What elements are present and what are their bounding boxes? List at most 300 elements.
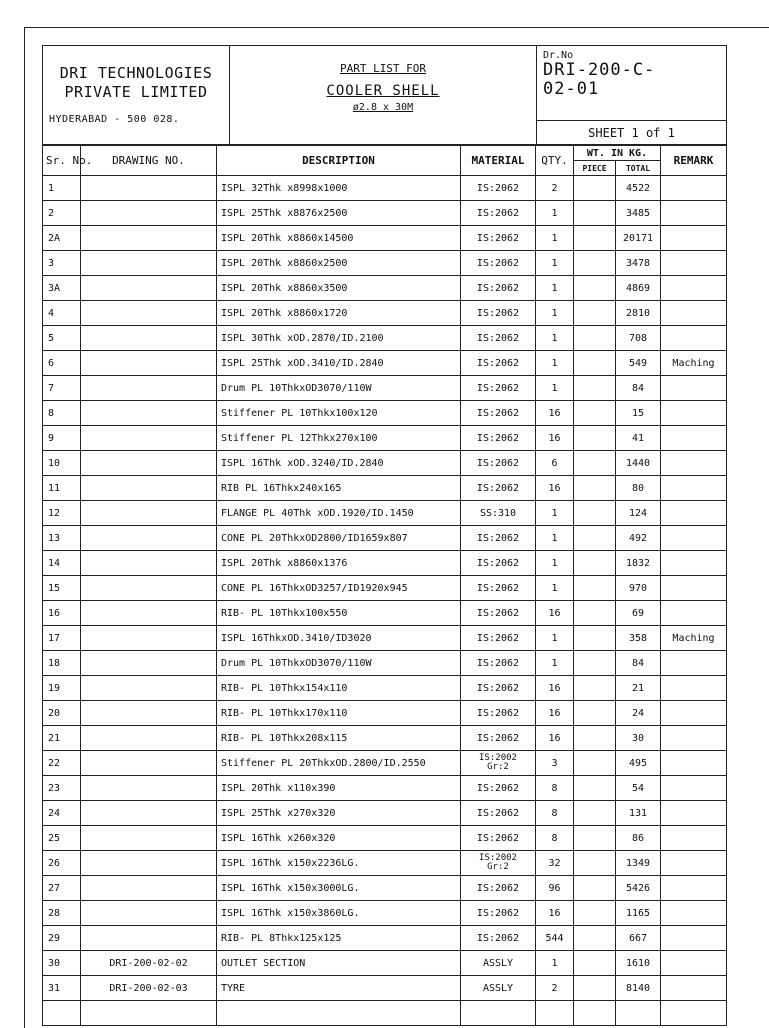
row-description: TYRE — [217, 976, 461, 1001]
row-piece-weight — [574, 851, 616, 876]
row-material: IS:2062 — [461, 401, 536, 426]
row-sr-no: 13 — [43, 526, 81, 551]
row-remark — [661, 701, 727, 726]
row-qty: 1 — [536, 301, 574, 326]
row-sr-no: 29 — [43, 926, 81, 951]
row-piece-weight — [574, 276, 616, 301]
table-row — [43, 651, 727, 676]
row-material: IS:2062 — [461, 726, 536, 751]
table-row — [43, 551, 727, 576]
row-remark — [661, 801, 727, 826]
row-material: ASSLY — [461, 976, 536, 1001]
row-drawing-no — [81, 551, 217, 576]
row-total-weight: 124 — [616, 501, 661, 526]
row-remark — [661, 651, 727, 676]
row-drawing-no — [81, 701, 217, 726]
row-total-weight: 2810 — [616, 301, 661, 326]
row-material — [461, 751, 536, 776]
row-total-weight: 667 — [616, 926, 661, 951]
row-qty: 2 — [536, 976, 574, 1001]
row-sr-no: 7 — [43, 376, 81, 401]
row-drawing-no — [81, 676, 217, 701]
row-sr-no: 27 — [43, 876, 81, 901]
row-piece-weight — [574, 826, 616, 851]
table-row — [43, 751, 727, 776]
row-drawing-no — [81, 326, 217, 351]
table-row — [43, 926, 727, 951]
table-row — [43, 451, 727, 476]
row-drawing-no: DRI-200-02-02 — [81, 951, 217, 976]
table-row-empty — [43, 1001, 727, 1026]
row-sr-no: 28 — [43, 901, 81, 926]
row-material: IS:2062 — [461, 451, 536, 476]
row-material-line2: Gr:2 — [487, 762, 509, 772]
row-description: Stiffener PL 12Thkx270x100 — [217, 426, 461, 451]
row-piece-weight — [574, 251, 616, 276]
table-row — [43, 226, 727, 251]
empty-cell — [217, 1001, 461, 1026]
row-remark — [661, 551, 727, 576]
table-row — [43, 326, 727, 351]
table-row — [43, 501, 727, 526]
row-total-weight: 84 — [616, 651, 661, 676]
row-description: RIB- PL 8Thkx125x125 — [217, 926, 461, 951]
row-remark — [661, 451, 727, 476]
table-row — [43, 826, 727, 851]
row-material: IS:2062 — [461, 576, 536, 601]
row-drawing-no — [81, 426, 217, 451]
row-remark — [661, 501, 727, 526]
row-total-weight: 69 — [616, 601, 661, 626]
row-description: ISPL 20Thk x110x390 — [217, 776, 461, 801]
row-description: Drum PL 10ThkxOD3070/110W — [217, 651, 461, 676]
row-qty: 16 — [536, 476, 574, 501]
row-remark — [661, 926, 727, 951]
row-qty: 32 — [536, 851, 574, 876]
row-drawing-no — [81, 926, 217, 951]
table-row — [43, 401, 727, 426]
row-piece-weight — [574, 926, 616, 951]
row-remark — [661, 776, 727, 801]
row-remark — [661, 376, 727, 401]
table-row — [43, 251, 727, 276]
row-remark — [661, 326, 727, 351]
row-sr-no: 25 — [43, 826, 81, 851]
row-piece-weight — [574, 676, 616, 701]
row-total-weight: 495 — [616, 751, 661, 776]
row-total-weight: 1349 — [616, 851, 661, 876]
table-row — [43, 601, 727, 626]
row-sr-no: 8 — [43, 401, 81, 426]
row-total-weight: 358 — [616, 626, 661, 651]
row-qty: 8 — [536, 801, 574, 826]
row-description: OUTLET SECTION — [217, 951, 461, 976]
row-material: IS:2062 — [461, 351, 536, 376]
row-drawing-no — [81, 476, 217, 501]
row-qty: 6 — [536, 451, 574, 476]
row-qty: 1 — [536, 576, 574, 601]
row-remark: Maching — [661, 351, 727, 376]
row-qty: 1 — [536, 276, 574, 301]
row-description: ISPL 25Thk x270x320 — [217, 801, 461, 826]
row-remark — [661, 876, 727, 901]
row-piece-weight — [574, 726, 616, 751]
row-material: IS:2062 — [461, 201, 536, 226]
row-qty: 1 — [536, 226, 574, 251]
row-piece-weight — [574, 376, 616, 401]
row-total-weight: 131 — [616, 801, 661, 826]
row-drawing-no — [81, 726, 217, 751]
row-material: IS:2062 — [461, 376, 536, 401]
row-drawing-no — [81, 826, 217, 851]
row-qty: 1 — [536, 201, 574, 226]
row-material-line2: Gr:2 — [487, 862, 509, 872]
row-remark — [661, 576, 727, 601]
row-total-weight: 3478 — [616, 251, 661, 276]
col-header-sr-no: Sr. No. — [43, 146, 81, 176]
row-drawing-no — [81, 576, 217, 601]
table-row — [43, 951, 727, 976]
table-row — [43, 176, 727, 201]
row-qty: 8 — [536, 776, 574, 801]
row-description: ISPL 20Thk x8860x14500 — [217, 226, 461, 251]
row-material: IS:2062 — [461, 426, 536, 451]
drawing-number-line2: 02-01 — [543, 79, 600, 99]
row-total-weight: 24 — [616, 701, 661, 726]
row-sr-no: 15 — [43, 576, 81, 601]
col-header-total: TOTAL — [616, 161, 661, 176]
row-piece-weight — [574, 351, 616, 376]
row-remark — [661, 176, 727, 201]
row-total-weight: 86 — [616, 826, 661, 851]
row-description: ISPL 20Thk x8860x1720 — [217, 301, 461, 326]
parts-table — [42, 145, 727, 1026]
row-piece-weight — [574, 751, 616, 776]
row-material: IS:2062 — [461, 626, 536, 651]
row-remark — [661, 301, 727, 326]
row-sr-no: 2A — [43, 226, 81, 251]
row-piece-weight — [574, 526, 616, 551]
row-material: IS:2062 — [461, 326, 536, 351]
row-remark — [661, 526, 727, 551]
col-header-qty: QTY. — [536, 146, 574, 176]
row-description: Drum PL 10ThkxOD3070/110W — [217, 376, 461, 401]
row-remark: Maching — [661, 626, 727, 651]
row-remark — [661, 851, 727, 876]
row-qty: 1 — [536, 651, 574, 676]
row-qty: 16 — [536, 901, 574, 926]
row-piece-weight — [574, 326, 616, 351]
row-total-weight: 549 — [616, 351, 661, 376]
row-material: IS:2062 — [461, 601, 536, 626]
row-piece-weight — [574, 651, 616, 676]
row-sr-no: 19 — [43, 676, 81, 701]
table-row — [43, 676, 727, 701]
row-qty: 1 — [536, 351, 574, 376]
row-sr-no: 3A — [43, 276, 81, 301]
row-sr-no: 20 — [43, 701, 81, 726]
row-material: IS:2062 — [461, 701, 536, 726]
row-material: IS:2062 — [461, 776, 536, 801]
row-description: ISPL 20Thk x8860x3500 — [217, 276, 461, 301]
row-sr-no: 12 — [43, 501, 81, 526]
row-sr-no: 30 — [43, 951, 81, 976]
table-row — [43, 526, 727, 551]
col-header-description: DESCRIPTION — [217, 146, 461, 176]
company-block — [43, 46, 230, 145]
row-sr-no: 6 — [43, 351, 81, 376]
row-material: IS:2062 — [461, 526, 536, 551]
row-material: IS:2062 — [461, 551, 536, 576]
row-drawing-no — [81, 751, 217, 776]
company-city: HYDERABAD - 500 028. — [49, 114, 180, 125]
row-qty: 16 — [536, 426, 574, 451]
row-piece-weight — [574, 176, 616, 201]
row-description: Stiffener PL 10Thkx100x120 — [217, 401, 461, 426]
empty-cell — [461, 1001, 536, 1026]
row-piece-weight — [574, 501, 616, 526]
row-material: IS:2062 — [461, 176, 536, 201]
row-remark — [661, 226, 727, 251]
row-sr-no: 1 — [43, 176, 81, 201]
row-description: RIB- PL 10Thkx100x550 — [217, 601, 461, 626]
row-total-weight: 8140 — [616, 976, 661, 1001]
table-row — [43, 351, 727, 376]
drawing-number-cell — [537, 46, 727, 121]
row-description: ISPL 16Thk xOD.3240/ID.2840 — [217, 451, 461, 476]
row-description: ISPL 30Thk xOD.2870/ID.2100 — [217, 326, 461, 351]
row-drawing-no — [81, 251, 217, 276]
row-piece-weight — [574, 976, 616, 1001]
row-material-line1: IS:2002 — [479, 853, 517, 863]
row-qty: 544 — [536, 926, 574, 951]
row-drawing-no — [81, 376, 217, 401]
row-piece-weight — [574, 801, 616, 826]
row-piece-weight — [574, 901, 616, 926]
empty-cell — [574, 1001, 616, 1026]
row-description: RIB- PL 10Thkx208x115 — [217, 726, 461, 751]
table-row — [43, 476, 727, 501]
row-piece-weight — [574, 601, 616, 626]
row-drawing-no — [81, 351, 217, 376]
row-description: ISPL 20Thk x8860x1376 — [217, 551, 461, 576]
row-qty: 16 — [536, 601, 574, 626]
row-sr-no: 31 — [43, 976, 81, 1001]
row-piece-weight — [574, 576, 616, 601]
item-size: ø2.8 x 30M — [352, 102, 414, 113]
table-row — [43, 276, 727, 301]
row-remark — [661, 976, 727, 1001]
row-piece-weight — [574, 451, 616, 476]
row-piece-weight — [574, 226, 616, 251]
empty-cell — [81, 1001, 217, 1026]
row-qty: 16 — [536, 676, 574, 701]
part-list-for: PART LIST FOR — [339, 62, 427, 75]
table-row — [43, 576, 727, 601]
row-drawing-no — [81, 776, 217, 801]
row-remark — [661, 401, 727, 426]
row-qty: 1 — [536, 251, 574, 276]
row-drawing-no — [81, 501, 217, 526]
empty-cell — [536, 1001, 574, 1026]
row-piece-weight — [574, 551, 616, 576]
row-total-weight: 15 — [616, 401, 661, 426]
row-drawing-no — [81, 626, 217, 651]
empty-cell — [616, 1001, 661, 1026]
row-remark — [661, 751, 727, 776]
table-row — [43, 901, 727, 926]
row-total-weight: 84 — [616, 376, 661, 401]
row-drawing-no — [81, 201, 217, 226]
row-sr-no: 18 — [43, 651, 81, 676]
row-description: RIB PL 16Thkx240x165 — [217, 476, 461, 501]
row-qty: 1 — [536, 326, 574, 351]
row-total-weight: 970 — [616, 576, 661, 601]
row-description: Stiffener PL 20ThkxOD.2800/ID.2550 — [217, 751, 461, 776]
table-row — [43, 426, 727, 451]
table-row — [43, 876, 727, 901]
row-qty: 1 — [536, 626, 574, 651]
row-total-weight: 1832 — [616, 551, 661, 576]
row-material: SS:310 — [461, 501, 536, 526]
empty-cell — [43, 1001, 81, 1026]
row-drawing-no — [81, 526, 217, 551]
row-description: ISPL 16Thk x150x3860LG. — [217, 901, 461, 926]
row-sr-no: 26 — [43, 851, 81, 876]
row-drawing-no — [81, 401, 217, 426]
row-material: IS:2062 — [461, 476, 536, 501]
row-description: ISPL 20Thk x8860x2500 — [217, 251, 461, 276]
row-qty: 3 — [536, 751, 574, 776]
row-sr-no: 11 — [43, 476, 81, 501]
row-material: IS:2062 — [461, 876, 536, 901]
row-material: IS:2062 — [461, 276, 536, 301]
row-total-weight: 30 — [616, 726, 661, 751]
row-qty: 96 — [536, 876, 574, 901]
row-total-weight: 41 — [616, 426, 661, 451]
row-total-weight: 5426 — [616, 876, 661, 901]
row-description: ISPL 16Thk x150x3000LG. — [217, 876, 461, 901]
row-remark — [661, 201, 727, 226]
row-piece-weight — [574, 776, 616, 801]
row-drawing-no — [81, 226, 217, 251]
row-material: IS:2062 — [461, 676, 536, 701]
col-header-piece: PIECE — [574, 161, 616, 176]
row-sr-no: 9 — [43, 426, 81, 451]
row-sr-no: 4 — [43, 301, 81, 326]
row-drawing-no — [81, 451, 217, 476]
row-total-weight: 4869 — [616, 276, 661, 301]
table-row — [43, 701, 727, 726]
row-description: ISPL 32Thk x8998x1000 — [217, 176, 461, 201]
row-sr-no: 14 — [43, 551, 81, 576]
row-total-weight: 1610 — [616, 951, 661, 976]
col-header-drawing-no: DRAWING NO. — [81, 146, 217, 176]
row-sr-no: 21 — [43, 726, 81, 751]
drawing-number-label: Dr.No — [543, 50, 574, 61]
company-name-line1: DRI TECHNOLOGIES — [59, 64, 213, 82]
row-drawing-no — [81, 276, 217, 301]
row-description: CONE PL 20ThkxOD2800/ID1659x807 — [217, 526, 461, 551]
row-piece-weight — [574, 401, 616, 426]
row-description: ISPL 25Thk xOD.3410/ID.2840 — [217, 351, 461, 376]
row-qty: 16 — [536, 701, 574, 726]
part-list-title — [230, 46, 537, 145]
row-sr-no: 17 — [43, 626, 81, 651]
table-row — [43, 976, 727, 1001]
table-row — [43, 301, 727, 326]
row-remark — [661, 251, 727, 276]
row-drawing-no — [81, 301, 217, 326]
row-total-weight: 20171 — [616, 226, 661, 251]
row-total-weight: 54 — [616, 776, 661, 801]
row-material: IS:2062 — [461, 651, 536, 676]
table-row — [43, 801, 727, 826]
table-row — [43, 626, 727, 651]
row-description: RIB- PL 10Thkx154x110 — [217, 676, 461, 701]
row-remark — [661, 951, 727, 976]
sheet-number: SHEET 1 of 1 — [537, 121, 727, 145]
row-total-weight: 492 — [616, 526, 661, 551]
row-material: IS:2062 — [461, 301, 536, 326]
col-header-material: MATERIAL — [461, 146, 536, 176]
row-drawing-no — [81, 901, 217, 926]
row-total-weight: 4522 — [616, 176, 661, 201]
row-material: IS:2062 — [461, 901, 536, 926]
row-material — [461, 851, 536, 876]
row-remark — [661, 476, 727, 501]
item-name: COOLER SHELL — [326, 83, 440, 99]
row-piece-weight — [574, 201, 616, 226]
row-description: RIB- PL 10Thkx170x110 — [217, 701, 461, 726]
row-piece-weight — [574, 426, 616, 451]
row-material-line1: IS:2002 — [479, 753, 517, 763]
table-row — [43, 776, 727, 801]
row-material: ASSLY — [461, 951, 536, 976]
row-qty: 16 — [536, 401, 574, 426]
row-piece-weight — [574, 301, 616, 326]
row-qty: 1 — [536, 951, 574, 976]
row-sr-no: 2 — [43, 201, 81, 226]
row-drawing-no: DRI-200-02-03 — [81, 976, 217, 1001]
row-remark — [661, 901, 727, 926]
row-remark — [661, 726, 727, 751]
row-qty: 1 — [536, 376, 574, 401]
row-piece-weight — [574, 951, 616, 976]
row-total-weight: 80 — [616, 476, 661, 501]
row-sr-no: 10 — [43, 451, 81, 476]
row-drawing-no — [81, 876, 217, 901]
row-qty: 16 — [536, 726, 574, 751]
row-total-weight: 1165 — [616, 901, 661, 926]
row-remark — [661, 426, 727, 451]
row-sr-no: 23 — [43, 776, 81, 801]
company-name-line2: PRIVATE LIMITED — [64, 83, 208, 101]
row-sr-no: 16 — [43, 601, 81, 626]
row-description: FLANGE PL 40Thk xOD.1920/ID.1450 — [217, 501, 461, 526]
row-sr-no: 22 — [43, 751, 81, 776]
col-header-remark: REMARK — [661, 146, 727, 176]
row-material: IS:2062 — [461, 251, 536, 276]
row-description: ISPL 16ThkxOD.3410/ID3020 — [217, 626, 461, 651]
row-remark — [661, 676, 727, 701]
row-drawing-no — [81, 801, 217, 826]
row-remark — [661, 276, 727, 301]
table-row — [43, 726, 727, 751]
row-description: CONE PL 16ThkxOD3257/ID1920x945 — [217, 576, 461, 601]
table-row — [43, 201, 727, 226]
row-total-weight: 3485 — [616, 201, 661, 226]
